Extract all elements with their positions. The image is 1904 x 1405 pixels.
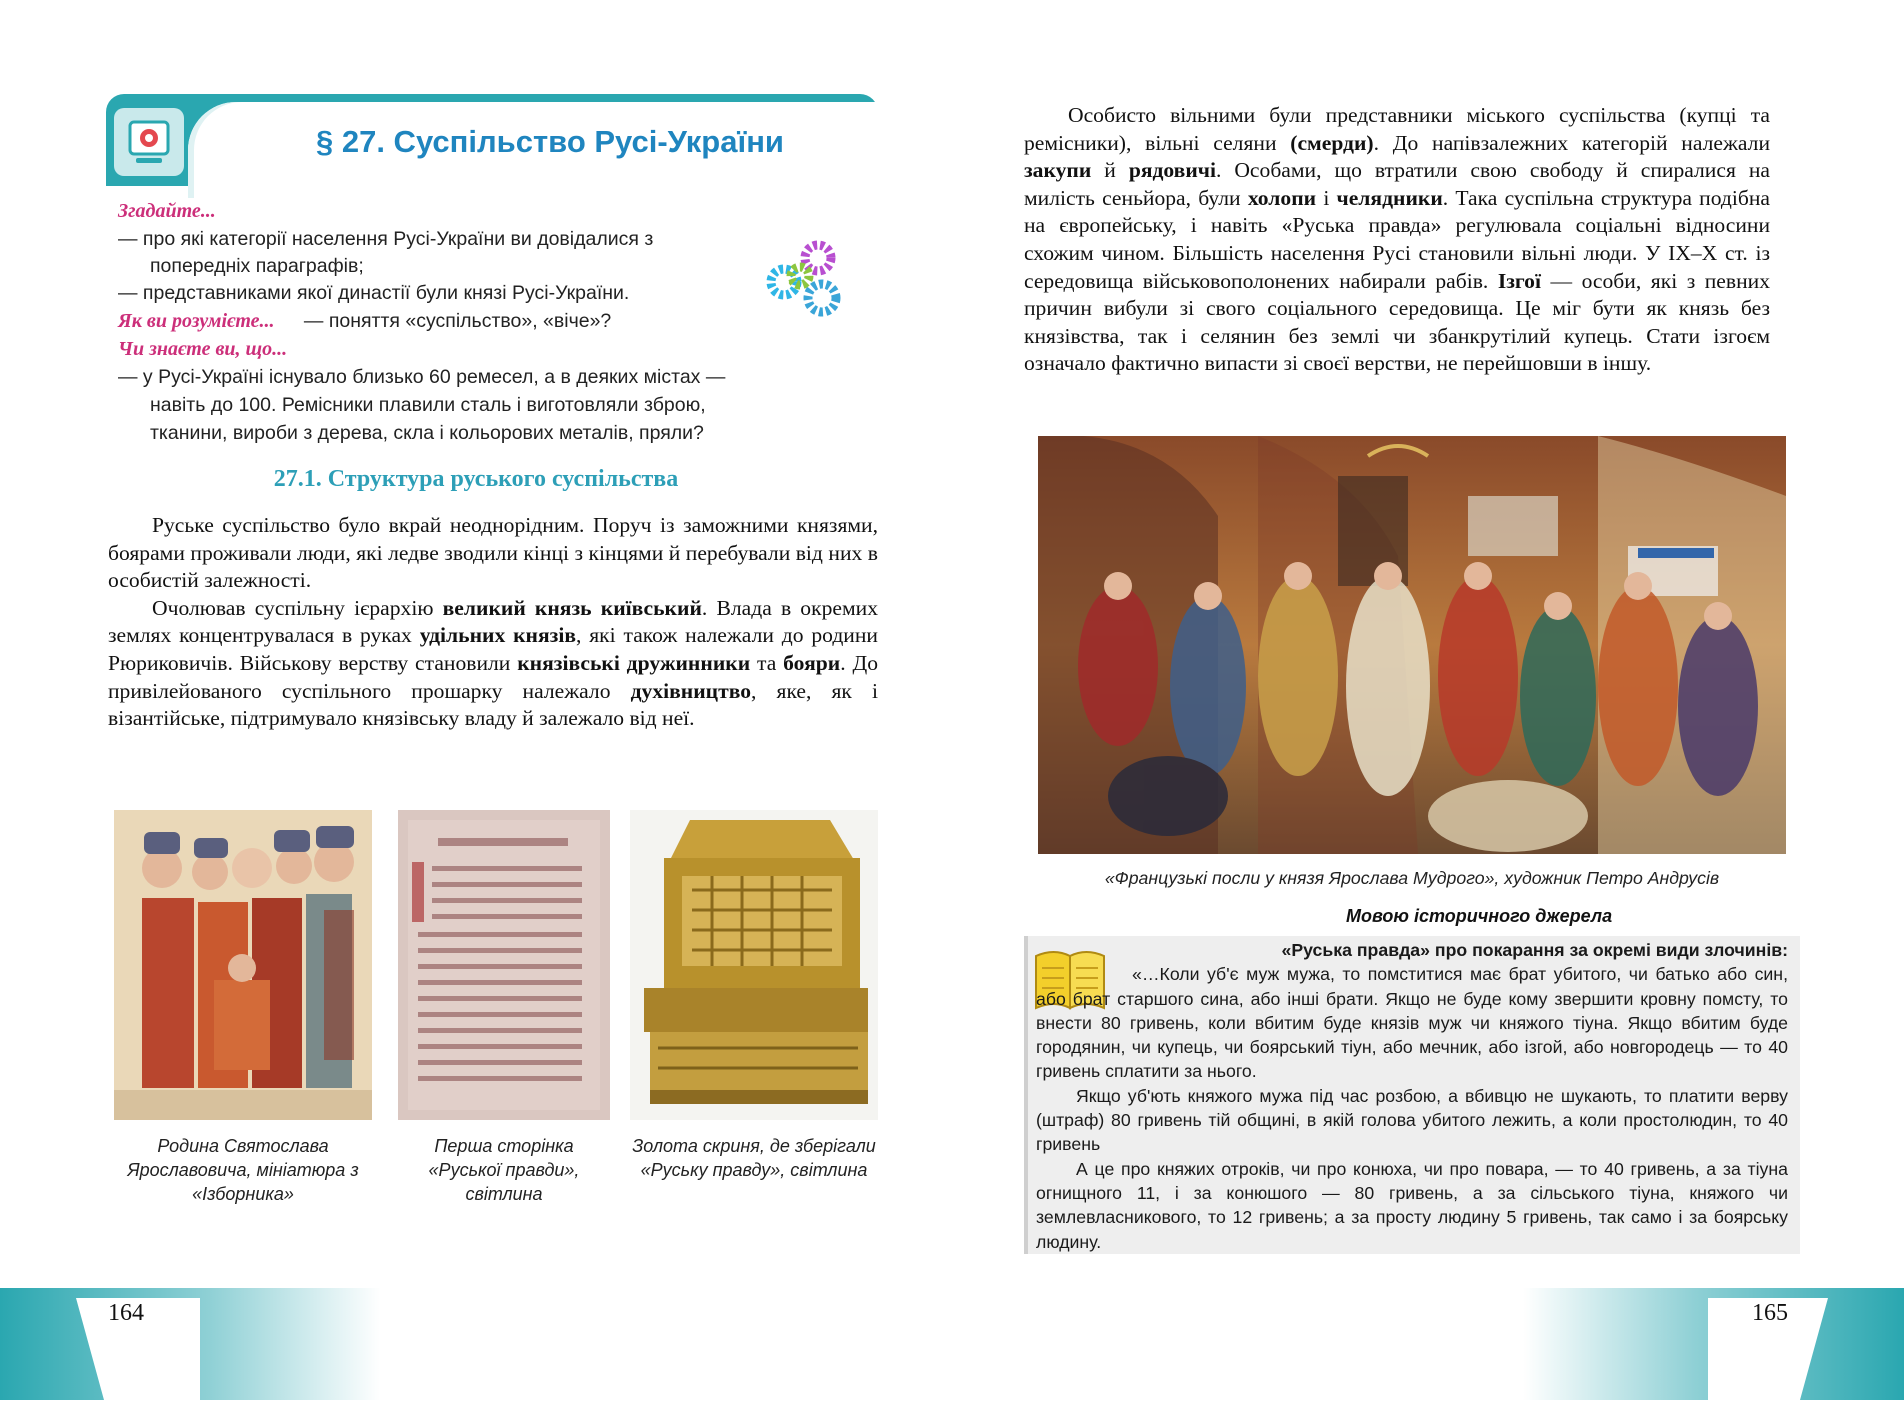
- paragraph-right: Особисто вільними були представники міського суспільства (купці та ремісники), вільні селяни (смерди). До напівзалежних категорій належали закупи й рядовичі. Особами, що втратили свою свободу й спиралися на милість сеньйора, були холопи і челядники. Така суспільна структура подібна на європейську, і навіть «Руська правда» регулювала соціальні відносини схожим чином. Більшість населення Русі становили вільні люди. У IX–X ст. із середовища військовополонених набирали рабів. Ізгої — особи, які з певних причин вибули зі свого соціального середовища. Це міг бути як князь без князівства, так і селянин без землі чи збанкрутілий купець. Стати ізгоєм означало фактично випасти зі своєї верстви, не перейшовши в іншу.: [1024, 103, 1771, 376]
- miniature-image: [114, 810, 372, 1120]
- source-paragraph-2: Якщо уб'ють княжого мужа під час розбою, а вбивцю не шукають, то платити верву (штраф) 80 гривень тій общині, в якій голова убитого лежить, а коли простолюдин, то 40 гривень: [1036, 1085, 1788, 1155]
- understand-line: [118, 308, 611, 335]
- recall-item-1-cont: попередніх параграфів;: [150, 255, 364, 277]
- understand-label: Як ви розумієте...: [118, 310, 275, 332]
- paragraph-2: Очолював суспільну ієрархію великий князь київський. Влада в окремих землях концентрувалася в руках удільних князів, які також належали до родини Рюриковичів. Військову верству становили князівські дружинники та бояри. До привілейованого суспільного прошарку належало духівництво, яке, як і візантійське, підтримувало князівську владу й залежало від неї.: [108, 595, 879, 731]
- source-paragraph-1: «…Коли уб'є муж мужа, то помститися має брат убитого, чи батько або син, або брат старшого сина, або інші брати. Якщо не буде кому звершити кровну помсту, то внести 80 гривень, коли вбитим буде князів муж чи княжого тіуна. Якщо вбитим буде городянин, чи купець, чи боярський тіун, або мечник, або ізгой, або новгородець — то 40 гривень сплатити за нього.: [1036, 964, 1788, 1082]
- caption-chest: Золота скриня, де зберігали «Руську правду», світлина: [632, 1136, 876, 1180]
- recall-item-2: — представниками якої династії були князі Русі-України.: [118, 282, 630, 304]
- source-heading: «Руська правда» про покарання за окремі види злочинів:: [1281, 940, 1788, 960]
- manuscript-page-image: [398, 810, 610, 1120]
- chapter-banner: [106, 94, 878, 198]
- left-page: [0, 0, 952, 1400]
- source-paragraph-3: А це про княжих отроків, чи про конюха, чи про повара, — то 40 гривень, а за тіуна огнищного 11, і за конюшого — 80 гривень, а за сільського тіуна, княжого чи землевласникового, то 12 гривень; а за просту людину 5 гривень, так само і за боярську людину.: [1036, 1158, 1788, 1252]
- painting-caption: «Французькі посли у князя Ярослава Мудрого», художник Петро Андрусів: [1104, 868, 1720, 888]
- chapter-title: § 27. Суспільство Русі-України: [316, 124, 784, 159]
- page-number-right: 165: [1752, 1300, 1788, 1326]
- golden-chest-image: [630, 810, 878, 1120]
- source-text: [1036, 938, 1788, 1254]
- page-number-left: 164: [108, 1300, 144, 1326]
- left-body-text: [108, 512, 878, 733]
- recall-label: Згадайте...: [118, 200, 216, 222]
- source-label: Мовою історичного джерела: [1346, 906, 1613, 926]
- know-label: Чи знаєте ви, що...: [118, 338, 288, 360]
- know-line-1: — у Русі-Україні існувало близько 60 ремесел, а в деяких містах —: [118, 366, 726, 388]
- section-title: 27.1. Структура руського суспільства: [273, 466, 679, 492]
- understand-text: — поняття «суспільство», «віче»?: [303, 310, 612, 332]
- chapter-icon: [114, 108, 184, 176]
- paragraph-1: Руське суспільство було вкрай неоднорідним. Поруч із заможними князями, боярами проживали люди, які ледве зводили кінці з кінцями й перебували від них в особистій залежності.: [108, 513, 878, 593]
- caption-manuscript: Перша сторінка «Руської правди», світлина: [428, 1136, 580, 1204]
- right-body-text: [1024, 102, 1770, 378]
- gears-icon: [762, 236, 852, 322]
- recall-item-1: — про які категорії населення Русі-України ви довідалися з: [118, 228, 654, 250]
- painting-image: [1038, 436, 1786, 854]
- know-line-3: тканини, вироби з дерева, скла і кольорових металів, пряли?: [150, 422, 704, 444]
- know-line-2: навіть до 100. Ремісники плавили сталь і виготовляли зброю,: [150, 394, 706, 416]
- caption-miniature: Родина Святослава Ярославовича, мініатюра з «Ізборника»: [127, 1136, 359, 1204]
